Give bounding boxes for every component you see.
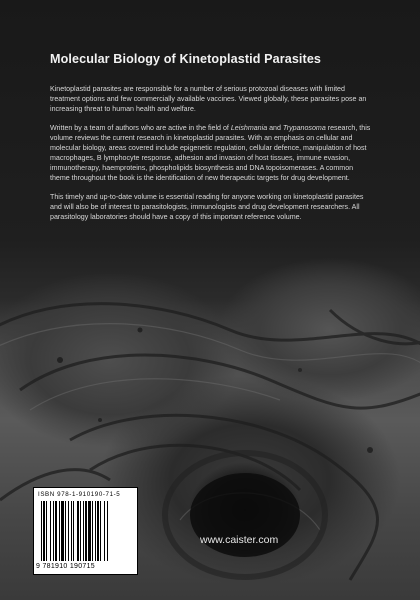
blurb-paragraph-2-and: and — [267, 124, 283, 132]
genus-trypanosoma: Trypanosoma — [282, 124, 326, 132]
isbn-barcode — [33, 487, 138, 575]
blurb-paragraph-2-start: Written by a team of authors who are active in the field of — [50, 124, 231, 132]
book-title: Molecular Biology of Kinetoplastid Parasites — [50, 52, 322, 66]
blurb-paragraph-2 — [50, 123, 372, 183]
blurb-paragraph-1: Kinetoplastid parasites are responsible for a number of serious protozoal diseases with limited treatment options and few commercially available vaccines. Viewed globally, these parasites pose an increasing threat to human health and welfare. — [50, 85, 367, 113]
genus-leishmania: Leishmania — [230, 124, 268, 132]
publisher-website[interactable]: www.caister.com — [200, 534, 279, 546]
barcode-bars — [41, 501, 133, 561]
barcode-digits: 9 781910 190715 — [36, 563, 95, 570]
blurb-paragraph-3: This timely and up-to-date volume is essential reading for anyone working on kinetoplastid parasites and will also be of interest to parasitologists, immunologists and drug development researchers. All parasitology laboratories should have a copy of this important reference volume. — [50, 193, 364, 221]
blurb-paragraph-2-rest: research, this volume reviews the current research in kinetoplastid parasites. With an emphasis on cellular and molecular biology, areas covered include epigenetic regulation, cellular defence, manipulation of host macrophages, B lymphocyte response, adhesion and invasion of host tissues, immune evasion, immunotherapy, haemproteins, phospholipids biosynthesis and DNA topoisomerases. A common theme throughout the book is the identification of new therapeutic targets for drug development. — [50, 124, 371, 182]
blurb-section — [50, 52, 372, 231]
isbn-number: ISBN 978-1-910190-71-5 — [38, 491, 121, 498]
